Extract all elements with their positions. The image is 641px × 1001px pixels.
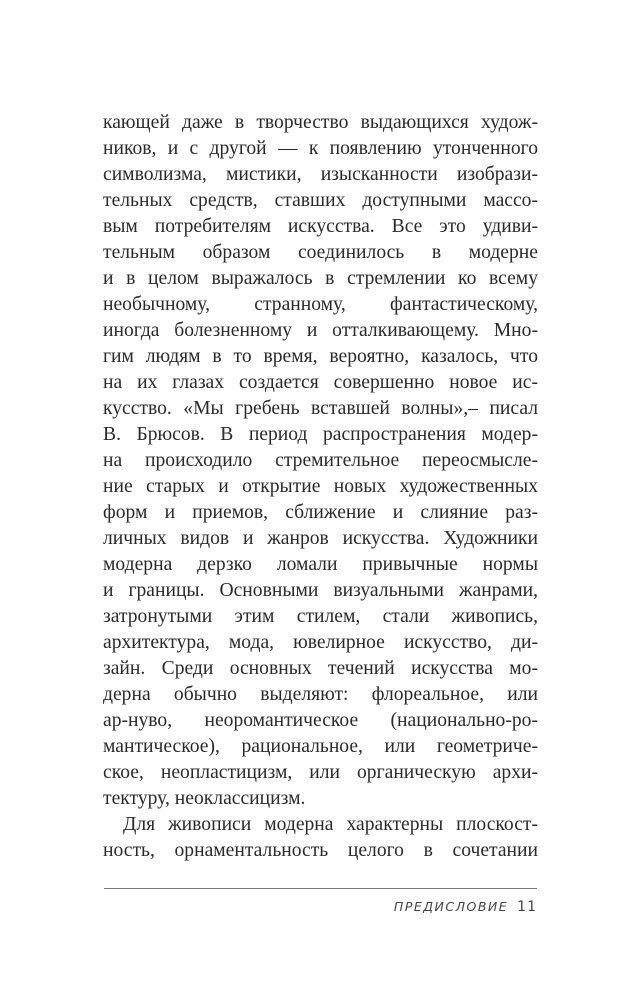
text-line: затронутыми этим стилем, стали живопись, xyxy=(103,606,538,627)
text-line: зайн. Среди основных течений искусства мо- xyxy=(103,658,538,679)
text-line: форм и приемов, сближение и слияние раз- xyxy=(103,502,538,523)
page-footer xyxy=(394,899,537,915)
text-line: В. Брюсов. В период распространения модер- xyxy=(103,424,538,445)
text-line: на их глазах создается совершенно новое ис- xyxy=(103,372,538,393)
text-line: ар-нуво, неоромантическое (национально-ро- xyxy=(103,710,538,731)
text-line: вым потребителям искусства. Все это удиви- xyxy=(103,216,538,237)
footer-rule xyxy=(104,888,537,889)
paragraph-start-line: Для живописи модерна характерны плоскост- xyxy=(123,814,538,835)
page-number: 11 xyxy=(517,899,537,915)
text-line: кающей даже в творчество выдающихся худож- xyxy=(103,112,538,133)
text-line: ское, неопластицизм, или органическую архи- xyxy=(103,762,538,783)
running-head: ПРЕДИСЛОВИЕ xyxy=(393,899,509,914)
text-line: на происходило стремительное переосмысле- xyxy=(103,450,538,471)
text-line: гим людям в то время, вероятно, казалось, что xyxy=(103,346,538,367)
text-line: личных видов и жанров искусства. Художники xyxy=(103,528,538,549)
text-line: дерна обычно выделяют: флореальное, или xyxy=(103,684,538,705)
text-line: кусство. «Мы гребень вставшей волны»,– писал xyxy=(103,398,538,419)
body-text xyxy=(103,110,538,864)
text-line: тельных средств, ставших доступными массо- xyxy=(103,190,538,211)
paragraph-end-line: тектуру, неоклассицизм. xyxy=(103,788,306,809)
text-line: ников, и с другой — к появлению утонченного xyxy=(103,138,538,159)
text-line: ность, орнаментальность целого в сочетании xyxy=(103,840,538,861)
text-line: символизма, мистики, изысканности изобрази- xyxy=(103,164,538,185)
text-line: необычному, странному, фантастическому, xyxy=(103,294,538,315)
text-line: иногда болезненному и отталкивающему. Мно- xyxy=(103,320,538,341)
text-line: и границы. Основными визуальными жанрами, xyxy=(103,580,538,601)
text-line: и в целом выражалось в стремлении ко всему xyxy=(103,268,538,289)
text-line: модерна дерзко ломали привычные нормы xyxy=(103,554,538,575)
text-line: архитектура, мода, ювелирное искусство, ди- xyxy=(103,632,538,653)
text-line: мантическое), рациональное, или геометриче- xyxy=(103,736,538,757)
text-line: тельным образом соединилось в модерне xyxy=(103,242,538,263)
text-line: ние старых и открытие новых художественных xyxy=(103,476,538,497)
